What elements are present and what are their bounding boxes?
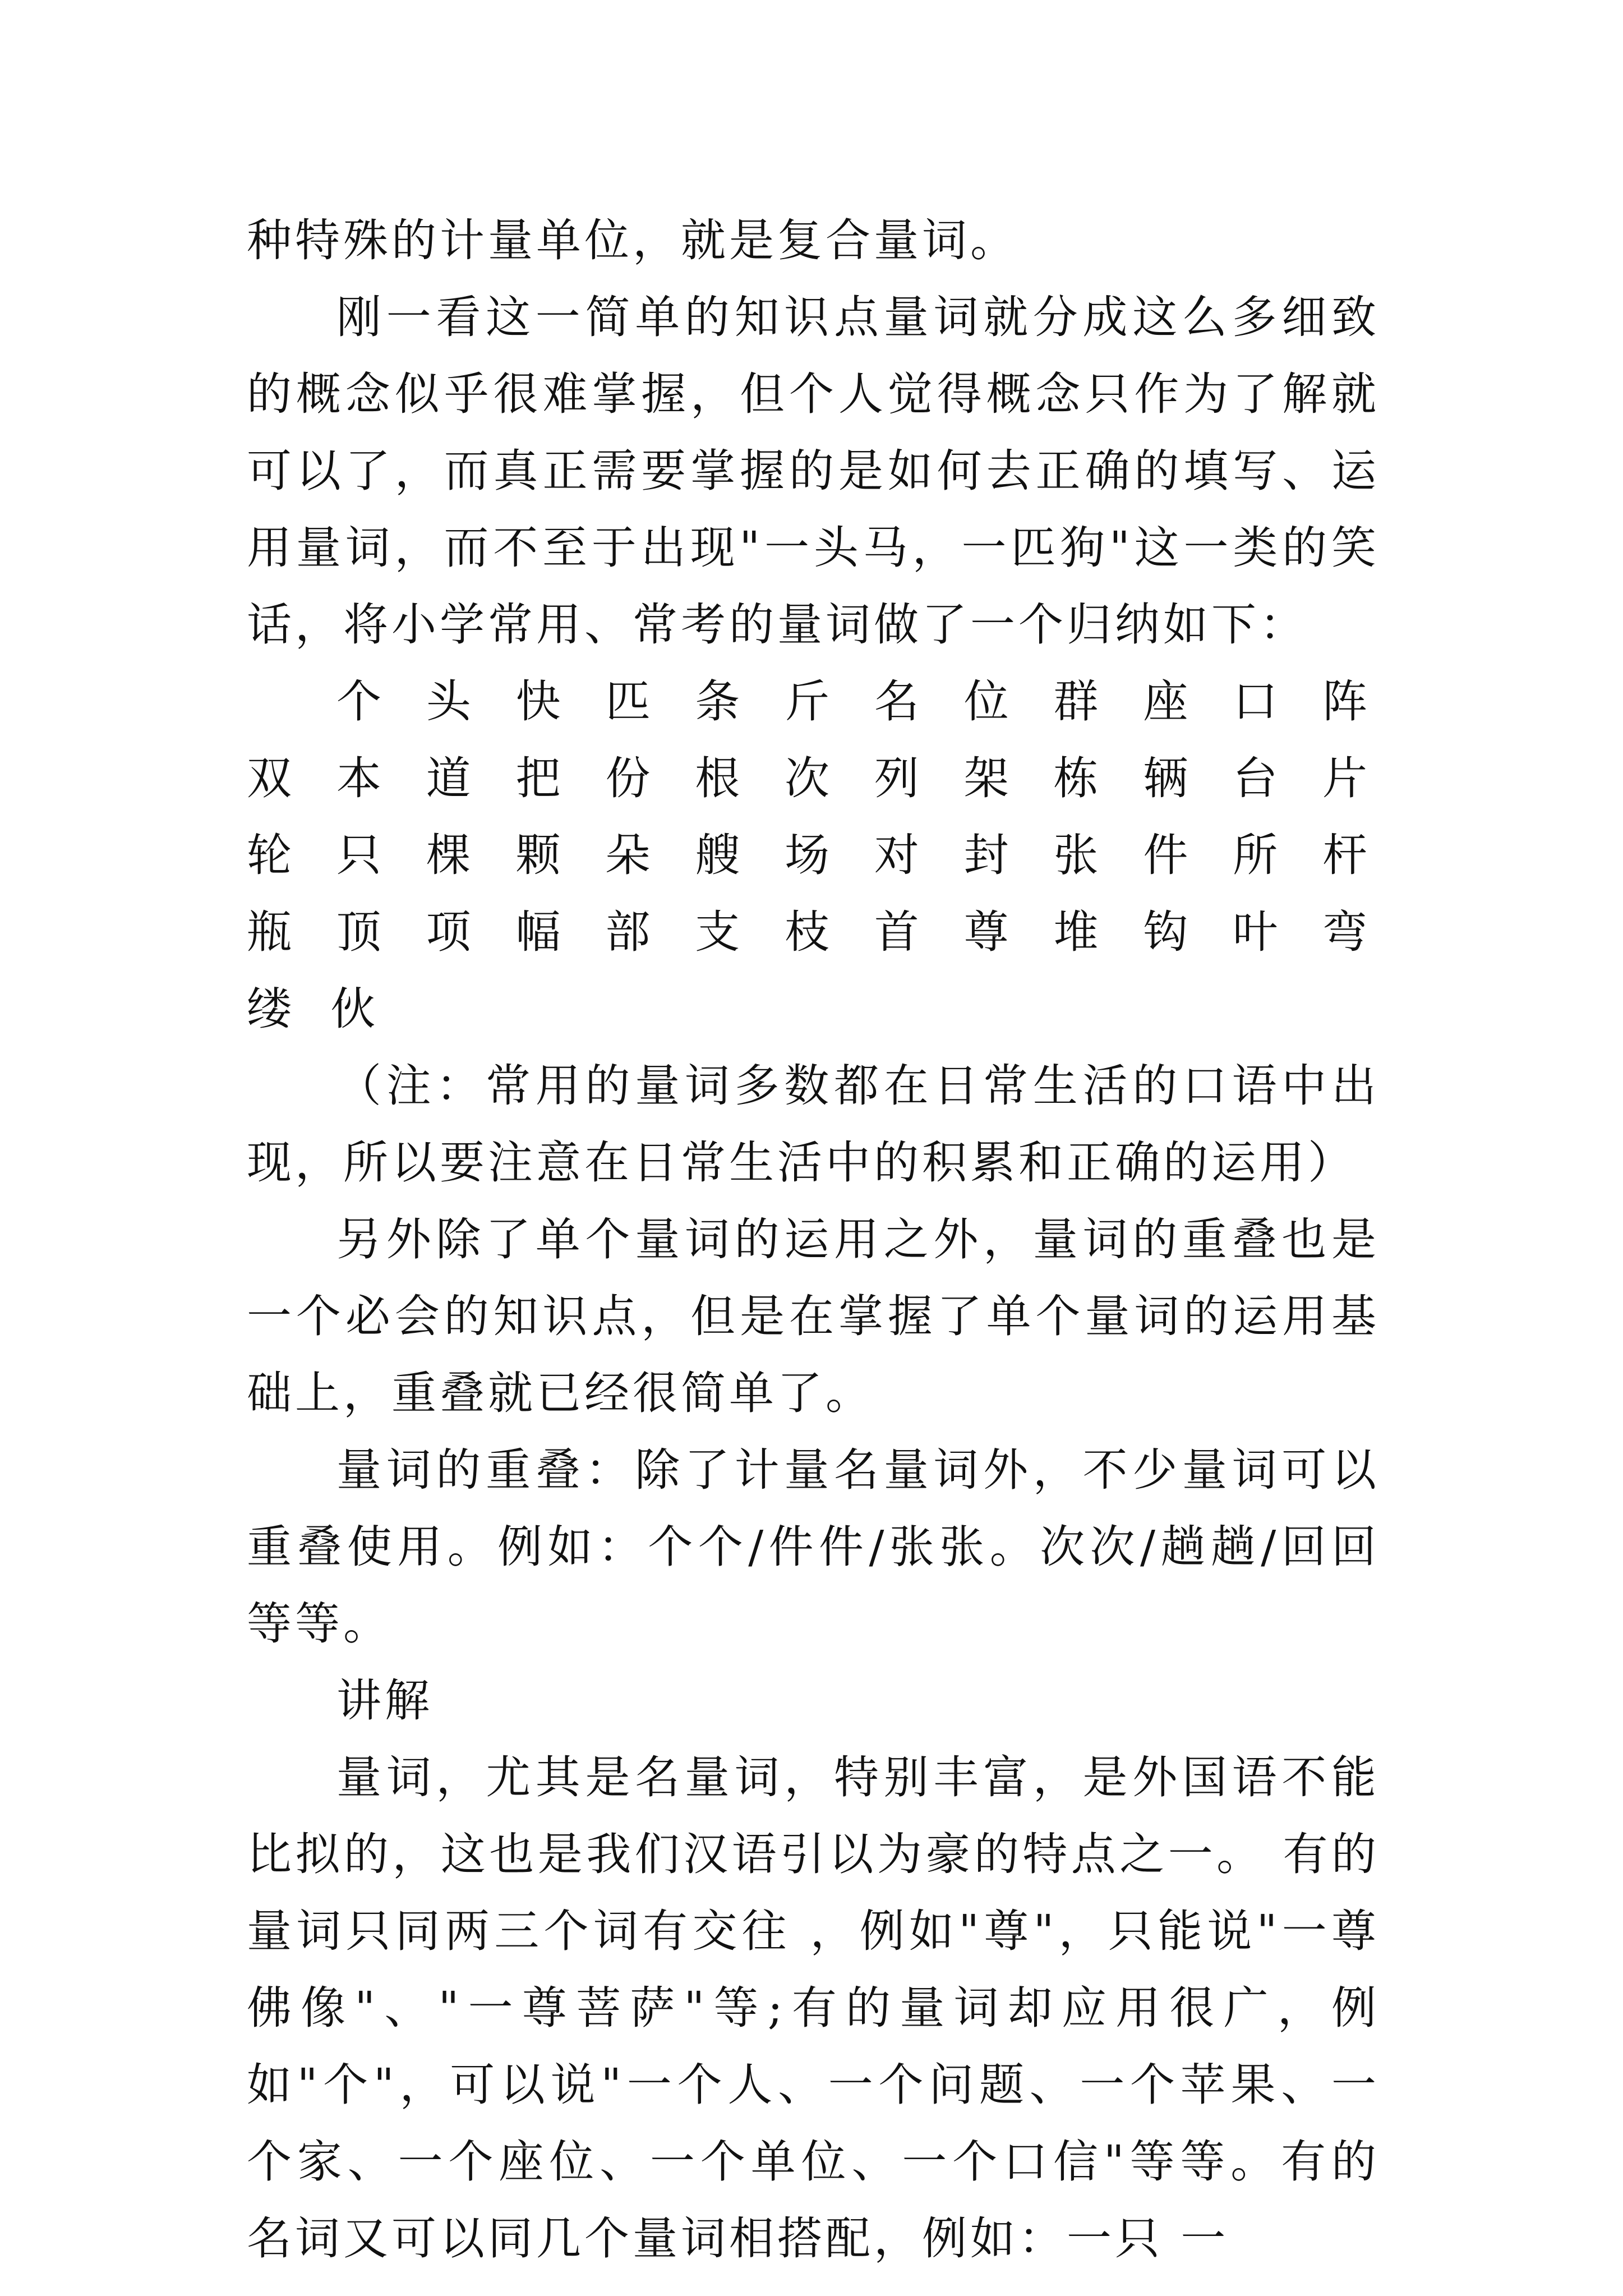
paragraph-overview: 刚一看这一简单的知识点量词就分成这么多细致的概念似乎很难掌握，但个人觉得概念只作为了解就可以了，而真正需要掌握的是如何去正确的填写、运用量词，而不至于出现"一头马，一匹狗"这一类的笑话，将小学常用、常考的量词做了一个归纳如下： <box>247 291 1380 651</box>
body-text <box>247 202 1380 2277</box>
section-heading-explanation: 讲解 <box>336 1674 433 1727</box>
paragraph-reduplication-intro: 另外除了单个量词的运用之外，量词的重叠也是一个必会的知识点，但是在掌握了单个量词的运用基础上，重叠就已经很简单了。 <box>247 1213 1380 1419</box>
paragraph-note: （注：常用的量词多数都在日常生活的口语中出现，所以要注意在日常生活中的积累和正确的运用） <box>247 1060 1380 1189</box>
measure-word-list: 个 头 快 匹 条 斤 名 位 群 座 口 阵 双 本 道 把 份 根 次 列 架 栋 辆 台 片 轮 只 棵 颗 朵 艘 场 对 封 张 件 所 杆 瓶 顶 项 幅 部 支 枝 首 尊 堆 钩 叶 弯 缕 伙 <box>247 675 1380 1035</box>
paragraph-continuation: 种特殊的计量单位，就是复合量词。 <box>247 214 1018 266</box>
paragraph-reduplication-examples: 量词的重叠：除了计量名量词外，不少量词可以重叠使用。例如：个个/件件/张张。次次/趟趟/回回等等。 <box>247 1444 1380 1650</box>
paragraph-explanation: 量词，尤其是名量词，特别丰富，是外国语不能比拟的，这也是我们汉语引以为豪的特点之一。 有的量词只同两三个词有交往 ，例如"尊"，只能说"一尊佛像"、"一尊菩萨"等;有的量词却应用很广，例如"个"，可以说"一个人、一个问题、一个苹果、一个家、一个座位、一个单位、一个口信"等等。有的名词又可以同几个量词相搭配，例如：一只 一 <box>247 1751 1380 2265</box>
